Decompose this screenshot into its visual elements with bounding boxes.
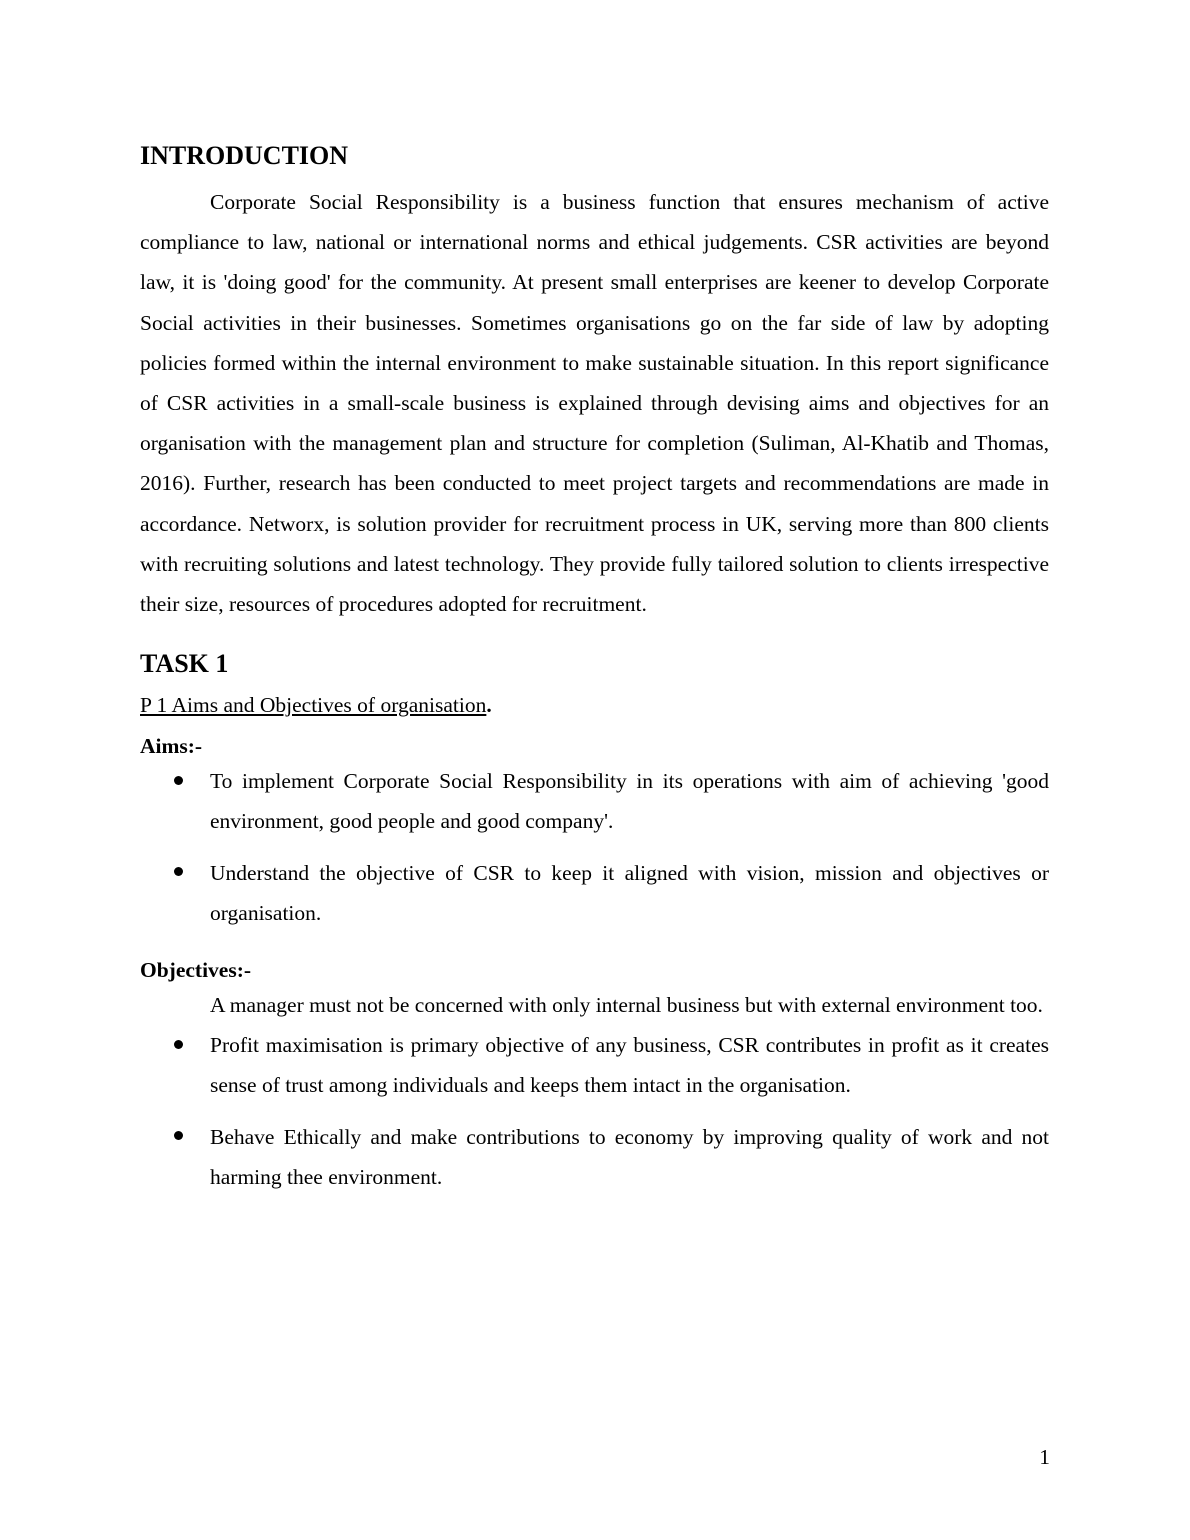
introduction-paragraph: Corporate Social Responsibility is a business function that ensures mechanism of active compliance to law, national or international norms and ethical judgements. CSR activities are beyond law, it is 'doing good' for the community. At present small enterprises are keener to develop Corporate Social activities in their businesses. Sometimes organisations go on the far side of law by adopting policies formed within the internal environment to make sustainable situation. In this report significance of CSR activities in a small-scale business is explained through devising aims and objectives for an organisation with the management plan and structure for completion (Suliman, Al-Khatib and Thomas, 2016). Further, research has been conducted to meet project targets and recommendations are made in accordance. Networx, is solution provider for recruitment process in UK, serving more than 800 clients with recruiting solutions and latest technology. They provide fully tailored solution to clients irrespective their size, resources of procedures adopted for recruitment. xyxy=(140,190,1049,617)
objectives-item xyxy=(140,1025,1049,1105)
objectives-label: Objectives:- xyxy=(140,958,252,983)
aims-list xyxy=(140,761,1049,933)
bullet-icon xyxy=(174,1131,183,1140)
aims-item xyxy=(140,853,1049,933)
task1-subheading-suffix: . xyxy=(486,693,492,718)
bullet-icon xyxy=(174,1040,183,1049)
objectives-list xyxy=(140,1025,1049,1197)
page-number: 1 xyxy=(1039,1445,1050,1469)
objectives-item xyxy=(140,1117,1049,1197)
task1-subheading xyxy=(140,690,1049,720)
aims-item-text: To implement Corporate Social Responsibility in its operations with aim of achieving 'good environment, good people and good company'. xyxy=(210,769,1049,834)
aims-label: Aims:- xyxy=(140,734,203,759)
task1-heading: TASK 1 xyxy=(140,649,229,679)
page-content xyxy=(140,141,1049,1197)
aims-item-text: Understand the objective of CSR to keep it aligned with vision, mission and objectives or organisation. xyxy=(210,860,1049,925)
task1-subheading-text: P 1 Aims and Objectives of organisation xyxy=(140,693,487,718)
bullet-icon xyxy=(174,776,183,785)
bullet-icon xyxy=(174,867,183,876)
objectives-item-text: Profit maximisation is primary objective of any business, CSR contributes in profit as it creates sense of trust among individuals and keeps them intact in the organisation. xyxy=(210,1033,1049,1098)
objectives-item-text: Behave Ethically and make contributions to economy by improving quality of work and not harming thee environment. xyxy=(210,1124,1049,1189)
aims-item xyxy=(140,761,1049,841)
introduction-heading: INTRODUCTION xyxy=(140,141,349,170)
objectives-intro: A manager must not be concerned with only internal business but with external environment too. xyxy=(210,993,1043,1018)
